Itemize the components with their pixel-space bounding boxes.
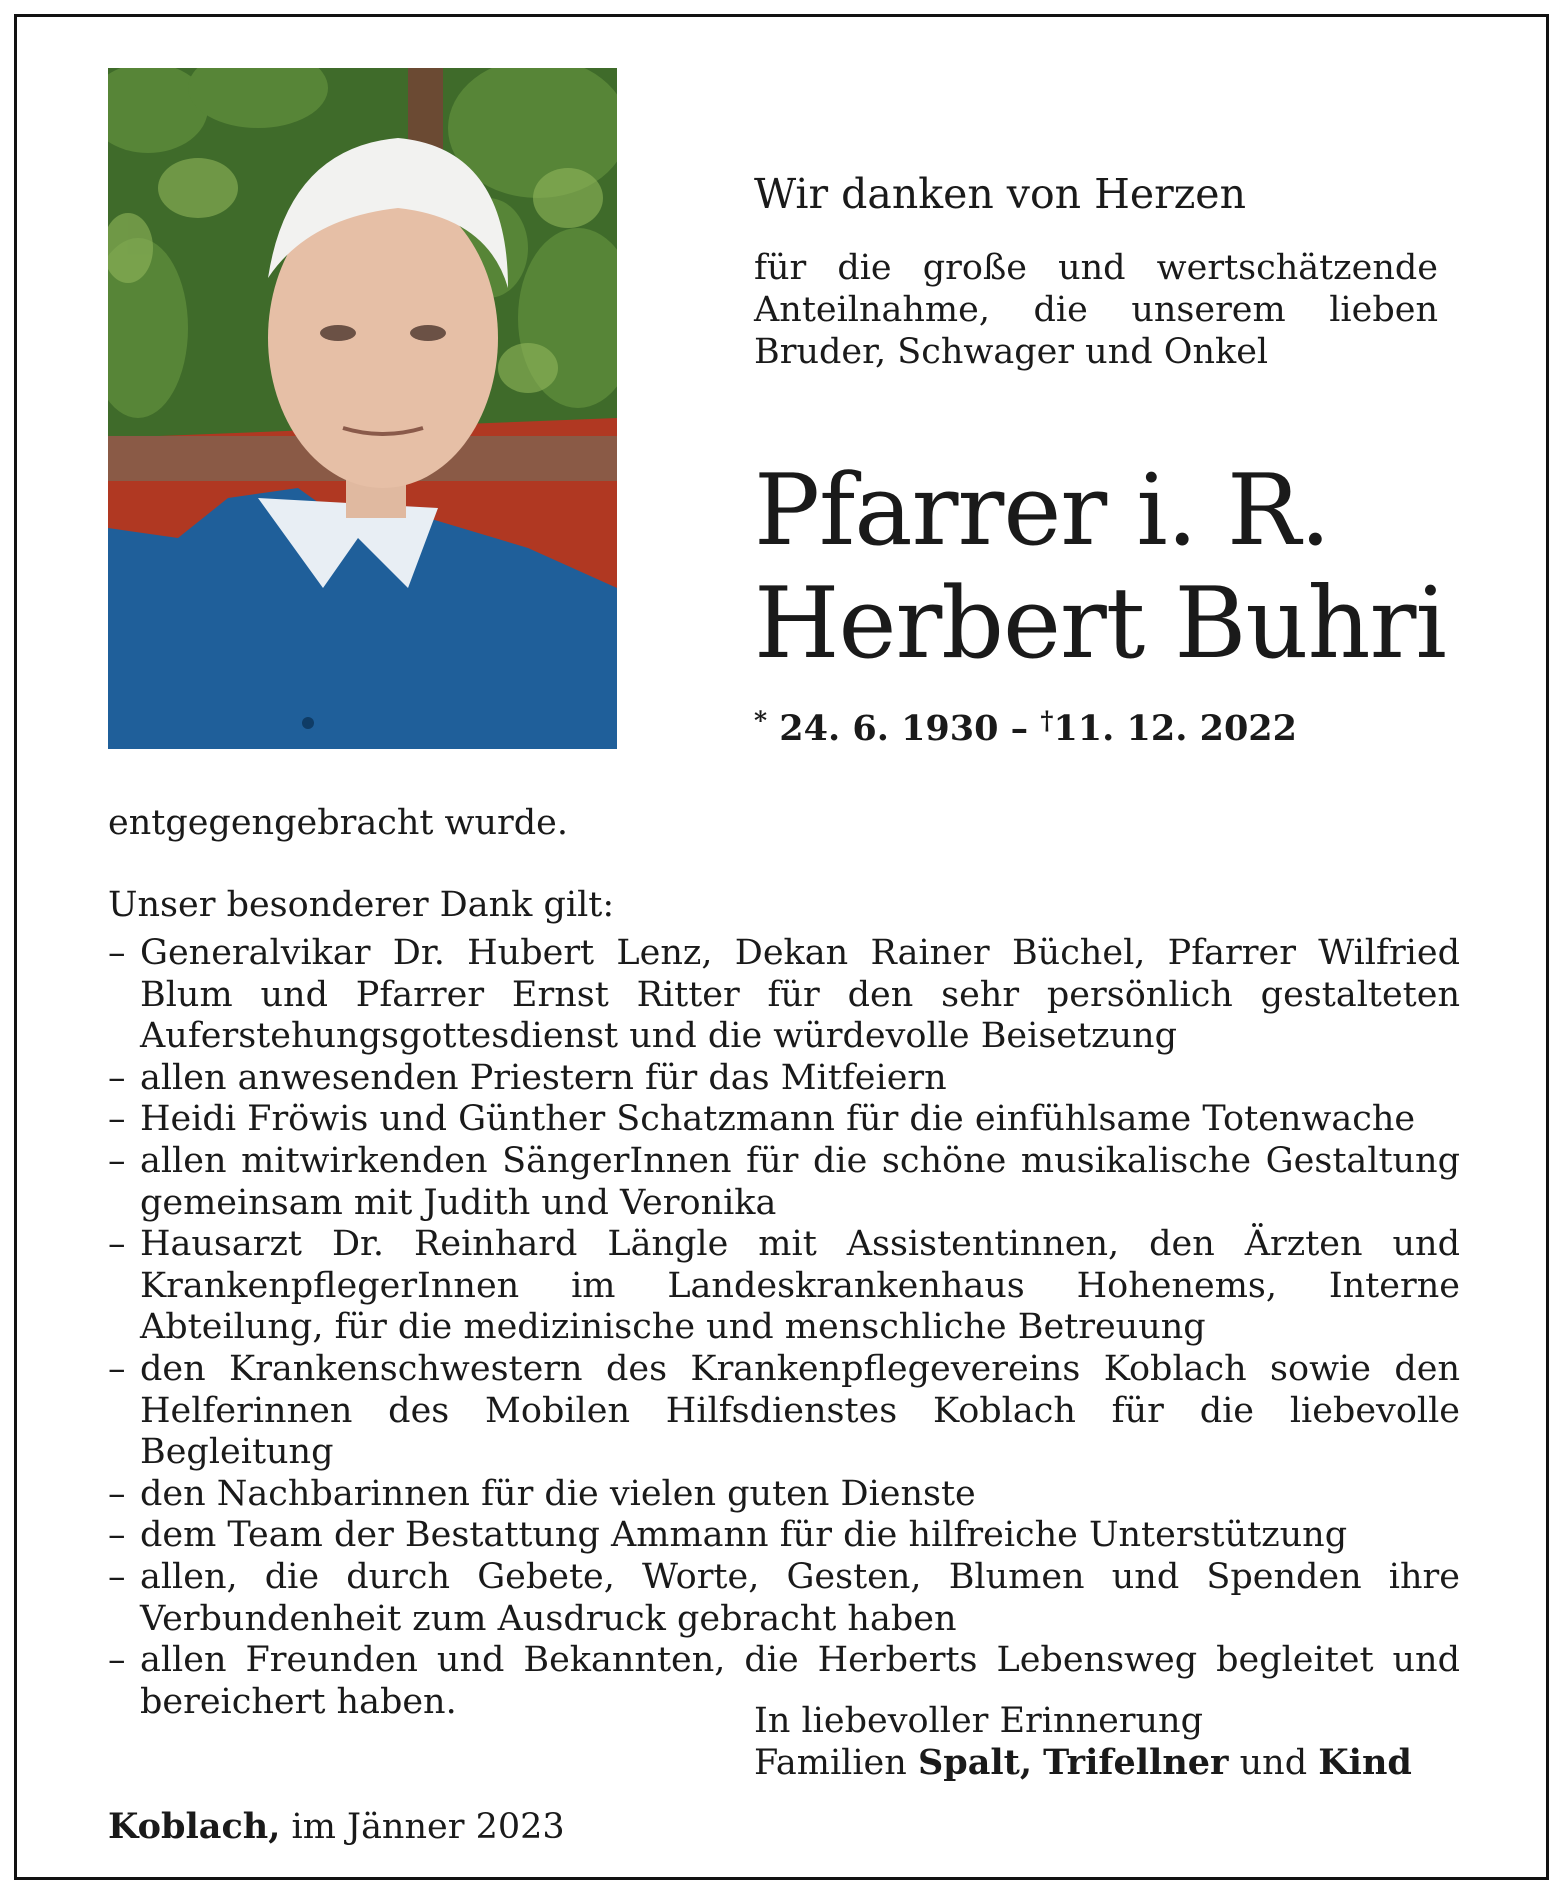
family-name-1: Spalt, <box>917 1742 1033 1783</box>
families-prefix: Familien <box>754 1743 907 1783</box>
list-dash: – <box>108 933 126 973</box>
list-item-text: Generalvikar Dr. Hubert Lenz, Dekan Rainer Büchel, Pfarrer Wilfried Blum und Pfarrer Ernst Ritter für den sehr persönlich gestalteten Auferstehungsgottesdienst und die würdevolle Beisetzung <box>140 933 1460 1057</box>
dank-heading: Unser besonderer Dank gilt: <box>108 885 615 925</box>
death-symbol: † <box>1040 706 1054 735</box>
list-item-text: allen, die durch Gebete, Worte, Gesten, Blumen und Spenden ihre Verbundenheit zum Ausdruck gebracht haben <box>140 1556 1460 1639</box>
list-dash: – <box>108 1099 126 1140</box>
list-dash: – <box>108 1057 126 1098</box>
list-dash: – <box>108 1140 126 1181</box>
list-item <box>108 1224 1460 1349</box>
families-and: und <box>1239 1743 1308 1783</box>
list-item-text: allen Freunden und Bekannten, die Herberts Lebensweg begleitet und bereichert haben. <box>140 1640 1460 1722</box>
list-dash: – <box>108 1348 126 1389</box>
thanks-heading: Wir danken von Herzen <box>754 170 1246 218</box>
name-line-full: Herbert Buhri <box>754 567 1446 681</box>
place-date <box>108 1806 565 1848</box>
list-item <box>108 1141 1460 1224</box>
list-item-text: Heidi Fröwis und Günther Schatzmann für die einfühlsame Totenwache <box>140 1099 1416 1140</box>
family-name-2: Trifellner <box>1043 1742 1229 1783</box>
intro-text: für die große und wertschätzende Anteilnahme, die unserem lieben Bruder, Schwager und Onkel <box>754 248 1438 373</box>
list-item-text: dem Team der Bestattung Ammann für die hilfreiche Unterstützung <box>140 1515 1348 1556</box>
closing-families <box>754 1742 1412 1784</box>
list-item <box>108 1515 1460 1557</box>
place-name: Koblach, <box>108 1806 281 1847</box>
family-name-3: Kind <box>1318 1742 1412 1783</box>
list-item <box>108 933 1460 1058</box>
list-item-text: allen mitwirkenden SängerInnen für die schöne musikalische Gestaltung gemeinsam mit Judith und Veronika <box>140 1140 1460 1223</box>
list-dash: – <box>108 1556 126 1597</box>
date-separator: – <box>1010 708 1029 749</box>
header-block <box>754 170 1438 373</box>
list-item-text: den Nachbarinnen für die vielen guten Dienste <box>140 1473 976 1514</box>
list-item <box>108 1058 1460 1100</box>
list-item-text: Hausarzt Dr. Reinhard Längle mit Assistentinnen, den Ärzten und KrankenpflegerInnen im Landeskrankenhaus Hohenems, Interne Abteilung, für die medizinische und menschliche Betreuung <box>140 1224 1460 1348</box>
continuation-text: entgegengebracht wurde. <box>108 803 569 843</box>
list-dash: – <box>108 1640 126 1681</box>
deceased-name <box>754 455 1446 681</box>
list-item <box>108 1557 1460 1640</box>
list-item-text: den Krankenschwestern des Krankenpflegevereins Koblach sowie den Helferinnen des Mobilen Hilfsdienstes Koblach für die liebevolle Begleitung <box>140 1348 1460 1473</box>
birth-symbol: * <box>754 706 768 735</box>
portrait-illustration <box>108 68 617 749</box>
death-date: 11. 12. 2022 <box>1053 708 1298 749</box>
list-item <box>108 1474 1460 1516</box>
name-line-title: Pfarrer i. R. <box>754 454 1330 568</box>
list-dash: – <box>108 1515 126 1556</box>
closing-remembrance: In liebevoller Erinnerung <box>754 1701 1204 1741</box>
list-item <box>108 1349 1460 1474</box>
list-item-text: allen anwesenden Priestern für das Mitfeiern <box>140 1057 947 1098</box>
list-item <box>108 1099 1460 1141</box>
dank-list <box>108 933 1460 1723</box>
list-dash: – <box>108 1224 126 1265</box>
birth-date: 24. 6. 1930 <box>779 708 999 749</box>
life-dates <box>754 708 1297 749</box>
place-date-text: im Jänner 2023 <box>291 1807 565 1847</box>
portrait-photo <box>108 68 617 749</box>
list-dash: – <box>108 1473 126 1514</box>
closing-block <box>754 1700 1412 1784</box>
